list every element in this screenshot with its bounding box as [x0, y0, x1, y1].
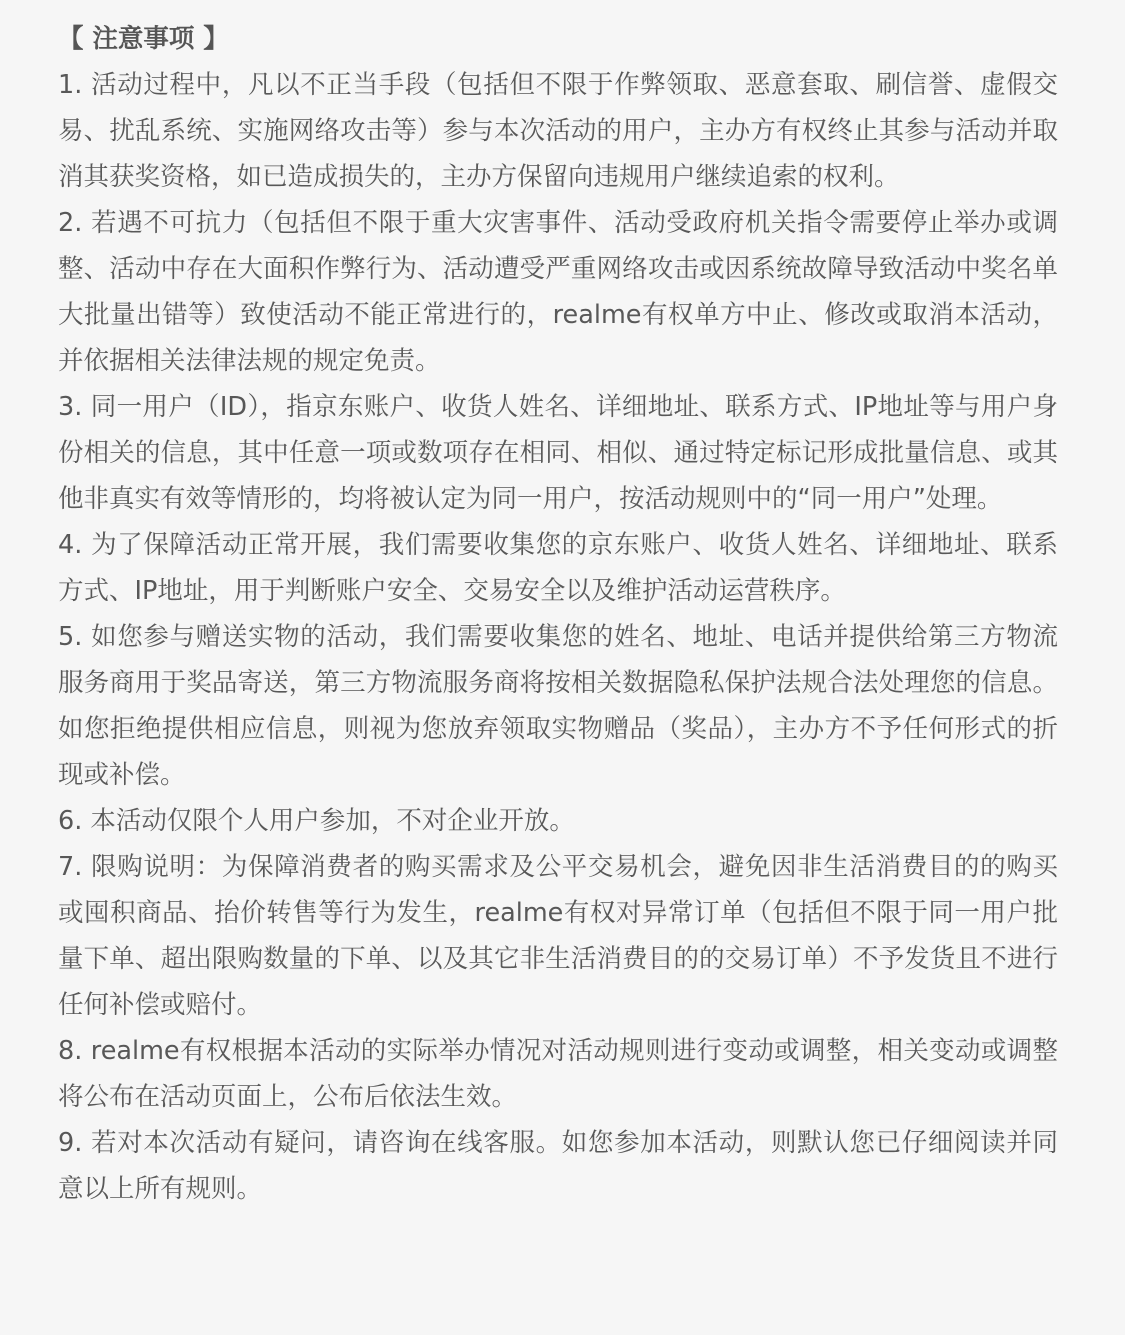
notice-section	[58, 16, 1058, 1212]
notice-item-3: 3. 同一用户（ID），指京东账户、收货人姓名、详细地址、联系方式、IP地址等与用户身份相关的信息，其中任意一项或数项存在相同、相似、通过特定标记形成批量信息、或其他非真实有效等情形的，均将被认定为同一用户，按活动规则中的“同一用户”处理。	[58, 392, 1058, 514]
notice-item-1: 1. 活动过程中，凡以不正当手段（包括但不限于作弊领取、恶意套取、刷信誉、虚假交易、扰乱系统、实施网络攻击等）参与本次活动的用户，主办方有权终止其参与活动并取消其获奖资格，如已造成损失的，主办方保留向违规用户继续追索的权利。	[58, 70, 1058, 192]
notice-item-7: 7. 限购说明：为保障消费者的购买需求及公平交易机会，避免因非生活消费目的的购买或囤积商品、抬价转售等行为发生，realme有权对异常订单（包括但不限于同一用户批量下单、超出限购数量的下单、以及其它非生活消费目的的交易订单）不予发货且不进行任何补偿或赔付。	[58, 852, 1058, 1020]
notice-item-8: 8. realme有权根据本活动的实际举办情况对活动规则进行变动或调整，相关变动或调整将公布在活动页面上，公布后依法生效。	[58, 1036, 1058, 1112]
notice-item-9: 9. 若对本次活动有疑问，请咨询在线客服。如您参加本活动，则默认您已仔细阅读并同意以上所有规则。	[58, 1128, 1058, 1204]
notice-item-6: 6. 本活动仅限个人用户参加，不对企业开放。	[58, 806, 575, 836]
notice-item-4: 4. 为了保障活动正常开展，我们需要收集您的京东账户、收货人姓名、详细地址、联系方式、IP地址，用于判断账户安全、交易安全以及维护活动运营秩序。	[58, 530, 1058, 606]
notice-title: 【 注意事项 】	[58, 24, 229, 54]
notice-item-5: 5. 如您参与赠送实物的活动，我们需要收集您的姓名、地址、电话并提供给第三方物流服务商用于奖品寄送，第三方物流服务商将按相关数据隐私保护法规合法处理您的信息。如您拒绝提供相应信息，则视为您放弃领取实物赠品（奖品），主办方不予任何形式的折现或补偿。	[58, 622, 1058, 790]
notice-item-2: 2. 若遇不可抗力（包括但不限于重大灾害事件、活动受政府机关指令需要停止举办或调整、活动中存在大面积作弊行为、活动遭受严重网络攻击或因系统故障导致活动中奖名单大批量出错等）致使活动不能正常进行的，realme有权单方中止、修改或取消本活动，并依据相关法律法规的规定免责。	[58, 208, 1058, 376]
